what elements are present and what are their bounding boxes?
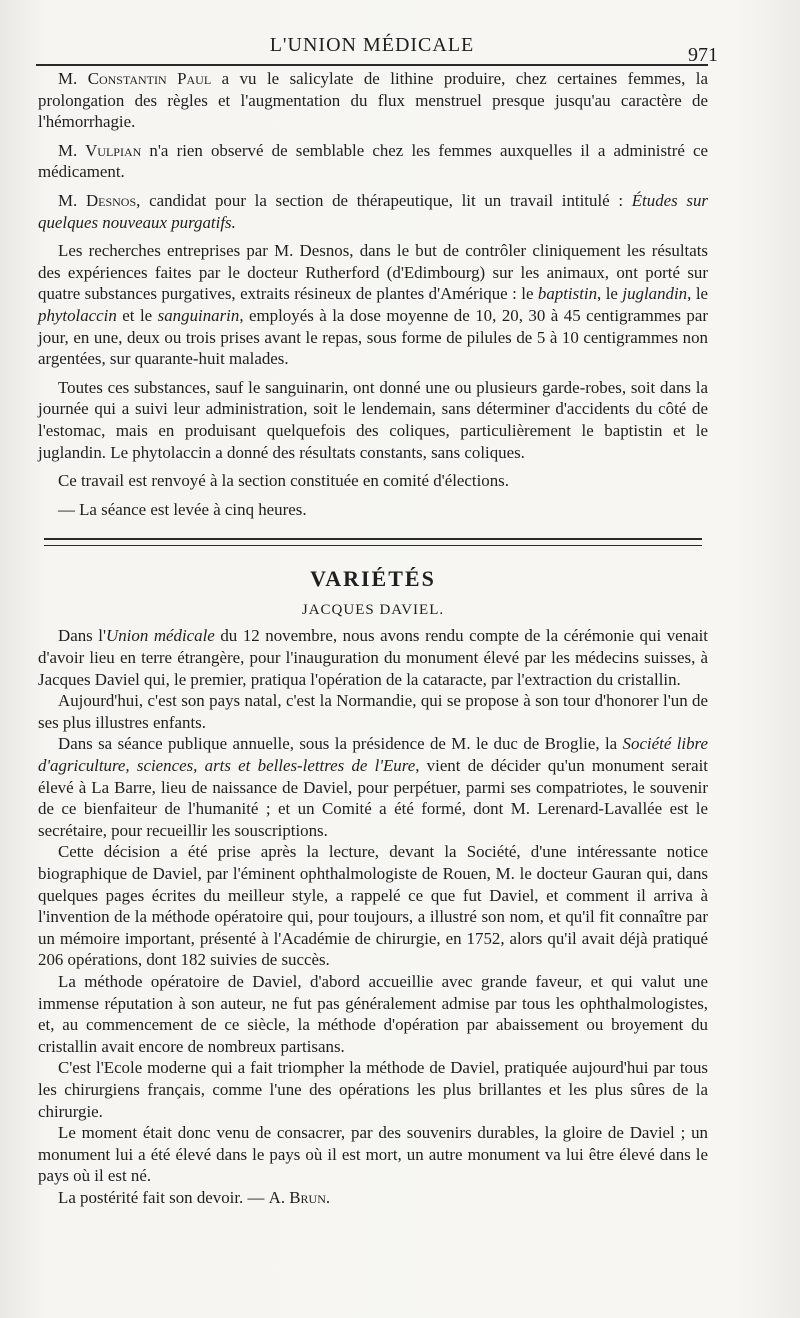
paragraph-text: , le [687,284,709,304]
author-signature: A. Brun. [268,1187,331,1207]
paragraph-vulpian [38,140,708,183]
paragraph-seance-levee: — La séance est levée à cinq heures. [58,499,307,519]
paragraph-text: Dans sa séance publique annuelle, sous la présidence de M. le duc de Broglie, la [58,734,623,754]
paragraph-text: , employés à la dose moyenne de 10, 20, 30 à 45 centigrammes par jour, en une, deux ou trois prises avant le repas, sous forme de pilules de 5 à 10 centigrammes non argentées, sur quarante-huit malades. [38,305,708,369]
journal-name: Union médicale [106,626,215,646]
paragraph-text: Dans l' [58,626,107,646]
term-baptistin: baptistin [537,284,598,304]
speaker-name: M. Desnos [58,190,137,210]
term-sanguinarin: sanguinarin [157,305,240,325]
paragraph-ecole-moderne: C'est l'Ecole moderne qui a fait triompher la méthode de Daviel, pratiquée aujourd'hui par tous les chirurgiens français, comme l'une des opérations les plus brillantes et les plus sûres de la chirurgie. [38,1058,708,1121]
paragraph-desnos [38,190,708,233]
paragraph-union-medicale [38,625,708,690]
paragraph-posterite [38,1187,708,1209]
speaker-name: M. Vulpian [58,140,142,160]
paragraph-text: , vient de décider qu'un monument serait élevé à La Barre, lieu de naissance de Daviel, pour perpétuer, parmi ses compatriotes, le souvenir de ce bienfaiteur de l'humanité ; et un Comité a été formé, dont M. Lerenard-Lavallée est le secrétaire, pour recueillir les souscriptions. [38,756,708,840]
paragraph-renvoi: Ce travail est renvoyé à la section constituée en comité d'élections. [58,471,509,491]
paragraph-text: Les recherches entreprises par M. Desnos, dans le but de contrôler cliniquement les résultats des expériences faites par le docteur Rutherford (d'Edimbourg) sur les animaux, ont porté sur quatre substances purgatives, extraits résineux de plantes d'Amérique : le [38,241,708,304]
paragraph-text: du 12 novembre, nous avons rendu compte de la cérémonie qui venait d'avoir lieu en terre étrangère, pour l'inauguration du monument élevé par les médecins suisses, à Jacques Daviel qui, le premier, pratiqua l'opération de la cataracte, par l'extraction du cristallin. [38,626,708,689]
paragraph-methode: La méthode opératoire de Daviel, d'abord accueillie avec grande faveur, et qui valut une immense réputation à son auteur, ne fut pas généralement admise par tous les ophthalmologistes, et, au commencement de ce siècle, la méthode d'opération par abaissement ou broyement du cristallin avait encore de nombreux partisans. [38,971,708,1056]
paragraph-text: et le [116,305,158,325]
paragraph-substances: Toutes ces substances, sauf le sanguinarin, ont donné une ou plusieurs garde-robes, soit dans la journée qui a suivi leur administration, soit le lendemain, sans déterminer d'accidents du côté de l'estomac, mais en produisant quelquefois des coliques, particulièrement le baptistin et le juglandin. Le phytolaccin a donné des résultats constants, sans coliques. [38,377,708,462]
paragraph-constantin-paul [38,68,708,133]
paragraph-decision: Cette décision a été prise après la lecture, devant la Société, d'une intéressante notice biographique de Daviel, par l'éminent ophthalmologiste de Rouen, M. le docteur Gauran qui, dans quelques pages écrites du meilleur style, a rappelé ce que fut Daviel, et comment il arriva à l'invention de la méthode opératoire qui, pour toujours, a illustré son nom, et qu'il fit connaître par un mémoire important, présenté à l'Académie de chirurgie, en 1752, alors qu'il avait déjà pratiqué 206 opérations, dont 182 suivies de succès. [38,842,708,970]
paragraph-seance-publique [38,733,708,841]
paragraph-text: La postérité fait son devoir. — [58,1187,269,1207]
page-body [38,68,708,1209]
term-phytolaccin: phytolaccin [38,305,117,325]
section-divider [44,538,702,546]
paragraph-normandie: Aujourd'hui, c'est son pays natal, c'est la Normandie, qui se propose à son tour d'honorer l'un de ses plus illustres enfants. [38,691,708,732]
paragraph-text: a vu le salicylate de lithine produire, chez certaines femmes, la prolongation des règles et l'augmentation du flux menstruel presque jusqu'au caractère de l'hémorrhagie. [38,69,708,132]
article-title: JACQUES DAVIEL. [301,601,445,618]
paragraph-text: n'a rien observé de semblable chez les femmes auxquelles il a administré ce médicament. [38,140,708,182]
society-name: Société libre d'agriculture, sciences, arts et belles-lettres de l'Eure [38,734,708,776]
paragraph-text: , candidat pour la section de thérapeutique, lit un travail intitulé : [136,190,632,210]
paragraph-recherches [38,240,708,370]
term-juglandin: juglandin [622,284,688,304]
running-title: L'UNION MÉDICALE [269,34,475,56]
page-number: 971 [688,44,718,66]
paragraph-monument: Le moment était donc venu de consacrer, par des souvenirs durables, la gloire de Daviel ; un monument lui a été élevé dans le pays où il est mort, un autre monument va lui être élevé dans le pays où il est né. [38,1123,708,1186]
speaker-name: M. Constantin Paul [58,69,212,88]
page-header [36,30,718,66]
work-title: Études sur quelques nouveaux purgatifs. [38,190,708,232]
paragraph-text: , le [597,284,623,304]
section-title: VARIÉTÉS [310,566,436,592]
